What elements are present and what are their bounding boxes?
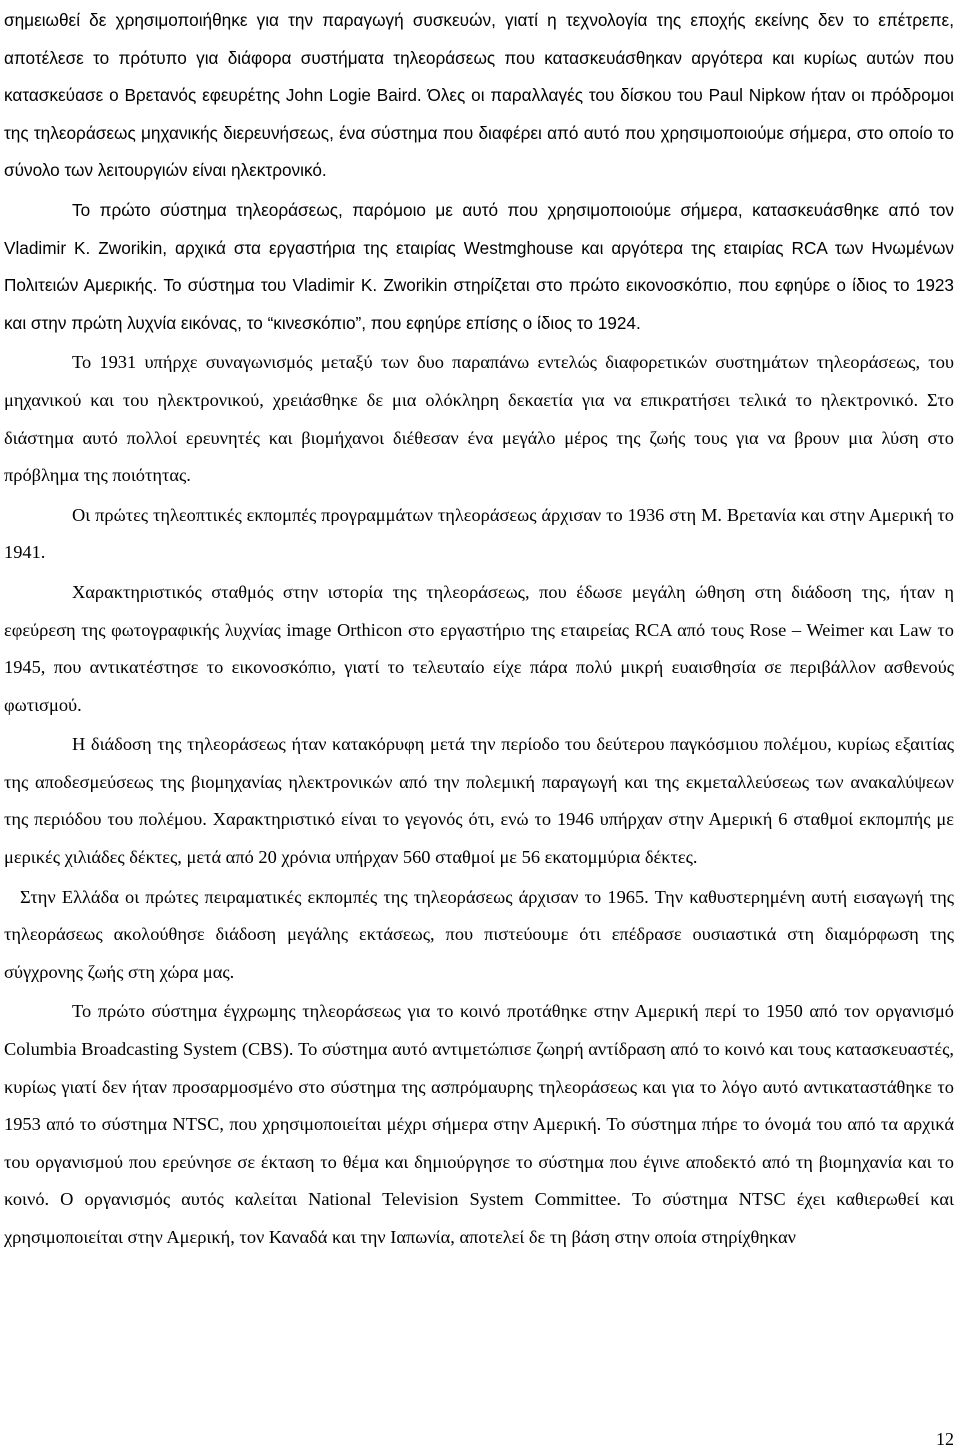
paragraph-image-orthicon: Χαρακτηριστικός σταθμός στην ιστορία της τηλεοράσεως, που έδωσε μεγάλη ώθηση στη διάδοση της, ήταν η εφεύρεση της φωτογραφικής λυχνίας image Orthicon στο εργαστήριο της εταιρείας RCA από τους Rose – Weimer και Law το 1945, που αντικατέστησε το εικονοσκόπιο, γιατί το τελευταίο είχε πάρα πολύ μικρή ευαισθησία σε περιβάλλον ασθενούς φωτισμού. bbox=[4, 581, 954, 715]
body-text bbox=[4, 2, 954, 1257]
page-number: 12 bbox=[936, 1429, 954, 1449]
paragraph-zworikin: Το πρώτο σύστημα τηλεοράσεως, παρόμοιο με αυτό που χρησιμοποιούμε σήμερα, κατασκευάσθηκε από τον Vladimir K. Zworikin, αρχικά στα εργαστήρια της εταιρίας Westmghouse και αργότερα της εταιρίας RCA των Ηνωμένων Πολιτειών Αμερικής. Το σύστημα του Vladimir K. Zworikin στηρίζεται στο πρώτο εικονοσκόπιο, που εφηύρε ο ίδιος το 1923 και στην πρώτη λυχνία εικόνας, το “κινεσκόπιο”, που εφηύρε επίσης ο ίδιος το 1924. bbox=[4, 199, 954, 333]
paragraph-color-tv: Το πρώτο σύστημα έγχρωμης τηλεοράσεως για το κοινό προτάθηκε στην Αμερική περί το 1950 από τον οργανισμό Columbia Broadcasting System (CBS). Το σύστημα αυτό αντιμετώπισε ζωηρή αντίδραση από το κοινό και τους κατασκευαστές, κυρίως γιατί δεν ήταν προσαρμοσμένο στο σύστημα της ασπρόμαυρης τηλεοράσεως και για το λόγο αυτό αντικαταστάθηκε το 1953 από το σύστημα NTSC, που χρησιμοποιείται μέχρι σήμερα στην Αμερική. Το σύστημα πήρε το όνομά του από τα αρχικά του οργανισμού που ερεύνησε σε έκταση το θέμα και δημιούργησε το σύστημα που έγινε αποδεκτό από τη βιομηχανία και το κοινό. Ο οργανισμός αυτός καλείται National Television System Committee. Το σύστημα NTSC έχει καθιερωθεί και χρησιμοποιείται στην Αμερική, τον Καναδά και την Ιαπωνία, αποτελεί δε τη βάση στην οποία στηρίχθηκαν bbox=[4, 1001, 954, 1247]
paragraph-1931-competition: Το 1931 υπήρχε συναγωνισμός μεταξύ των δυο παραπάνω εντελώς διαφορετικών συστημάτων τηλεοράσεως, του μηχανικού και του ηλεκτρονικού, χρειάσθηκε δε μια ολόκληρη δεκαετία για να επικρατήσει τελικά το ηλεκτρονικό. Στο διάστημα αυτό πολλοί ερευνητές και βιομήχανοι διέθεσαν ένα μεγάλο μέρος της ζωής τους για να βρουν μια λύση στο πρόβλημα της ποιότητας. bbox=[4, 352, 954, 486]
paragraph-baird-nipkow: σημειωθεί δε χρησιμοποιήθηκε για την παραγωγή συσκευών, γιατί η τεχνολογία της εποχής εκείνης δεν το επέτρεπε, αποτέλεσε το πρότυπο για διάφορα συστήματα τηλεοράσεως που κατασκευάσθηκαν αργότερα και κυρίως αυτών που κατασκεύασε ο Βρετανός εφευρέτης John Logie Baird. Όλες οι παραλλαγές του δίσκου του Paul Nipkow ήταν οι πρόδρομοι της τηλεοράσεως μηχανικής διερευνήσεως, ένα σύστημα που διαφέρει από αυτό που χρησιμοποιούμε σήμερα, στο οποίο το σύνολο των λειτουργιών είναι ηλεκτρονικό. bbox=[4, 10, 954, 181]
paragraph-first-broadcasts: Οι πρώτες τηλεοπτικές εκπομπές προγραμμάτων τηλεοράσεως άρχισαν το 1936 στη Μ. Βρετανία και στην Αμερική το 1941. bbox=[4, 504, 954, 563]
paragraph-postwar-growth: Η διάδοση της τηλεοράσεως ήταν κατακόρυφη μετά την περίοδο του δεύτερου παγκόσμιου πολέμου, κυρίως εξαιτίας της αποδεσμεύσεως της βιομηχανίας ηλεκτρονικών από την πολεμική παραγωγή και της εκμεταλλεύσεως των ανακαλύψεων της περιόδου του πολέμου. Χαρακτηριστικό είναι το γεγονός ότι, ενώ το 1946 υπήρχαν στην Αμερική 6 σταθμοί εκπομπής με μερικές χιλιάδες δέκτες, μετά από 20 χρόνια υπήρχαν 560 σταθμοί με 56 εκατομμύρια δέκτες. bbox=[4, 734, 954, 868]
paragraph-greece: Στην Ελλάδα οι πρώτες πειραματικές εκπομπές της τηλεοράσεως άρχισαν το 1965. Την καθυστερημένη αυτή εισαγωγή της τηλεοράσεως ακολούθησε διάδοση μεγάλης εκτάσεως, που πιστεύουμε ότι επέδρασε ουσιαστικά στη διαμόρφωση της σύγχρονης ζωής στη χώρα μας. bbox=[4, 886, 954, 982]
